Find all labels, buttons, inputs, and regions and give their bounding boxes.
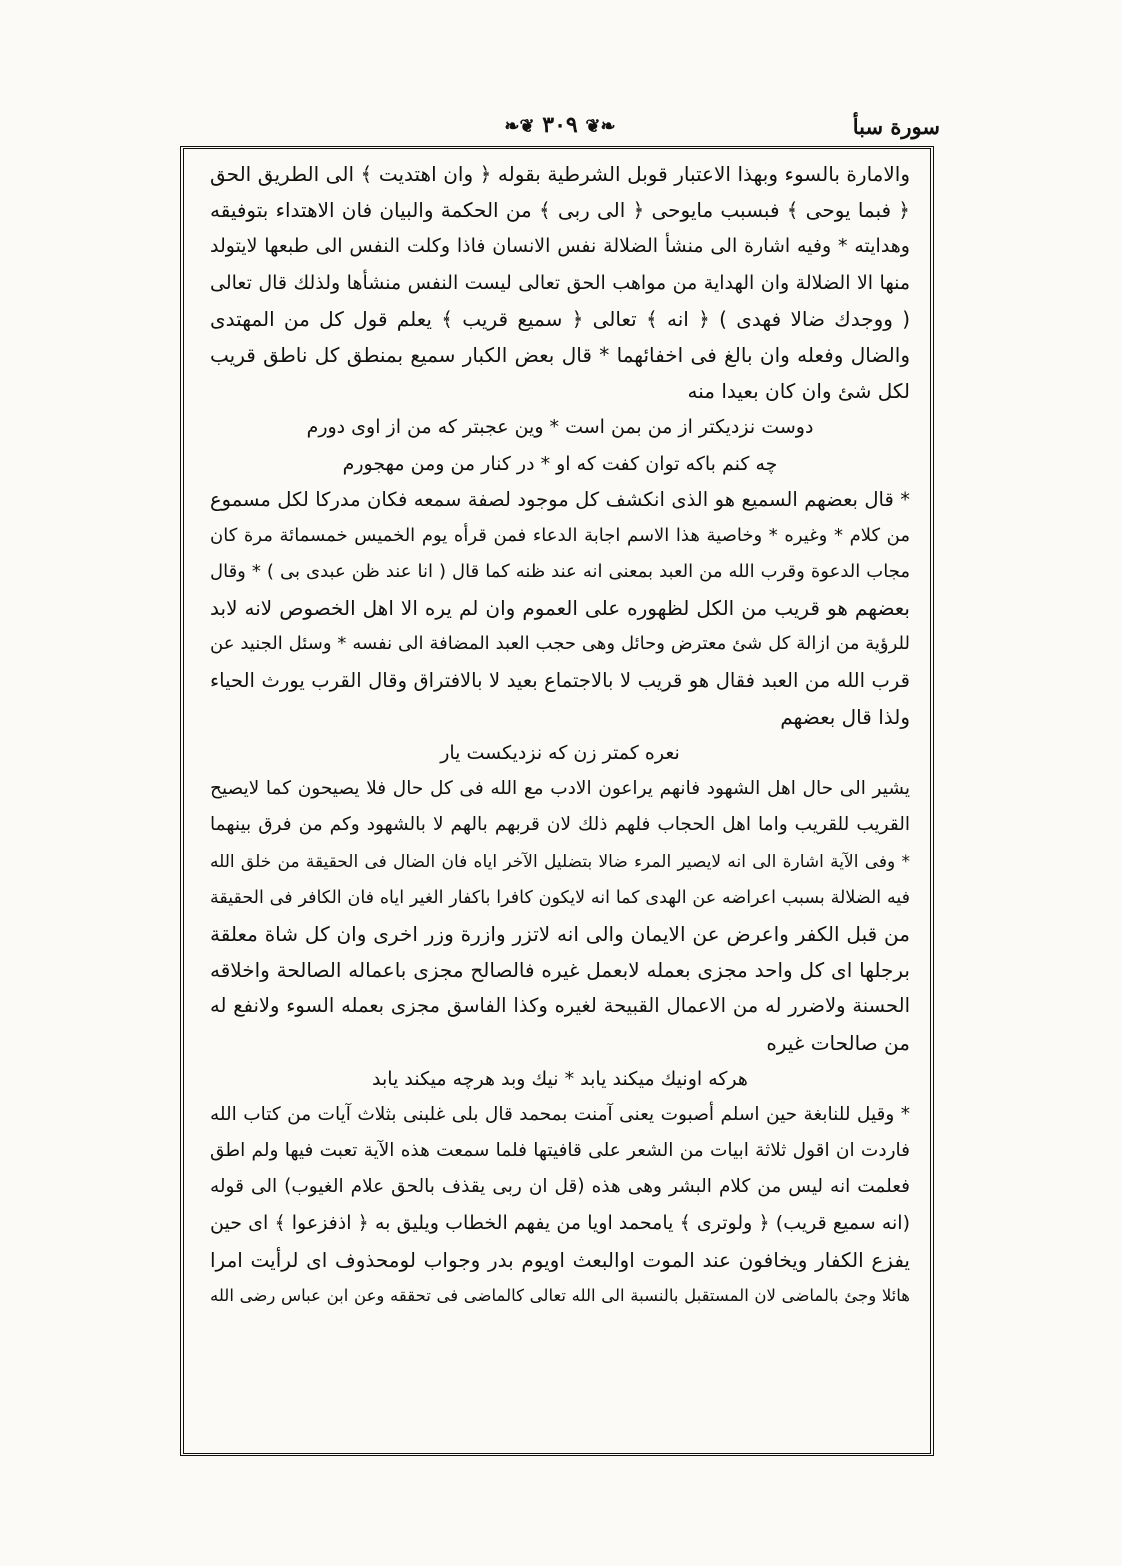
ornament-icon: ❧❦ [504, 116, 535, 137]
text-line: ( ووجدك ضالا فهدى ) ﴿ انه ﴾ تعالى ﴿ سميع قريب ﴾ يعلم قول كل من المهتدى [210, 306, 910, 331]
ornament-icon: ❦❧ [585, 116, 616, 137]
verse-line: هركه اونيك ميكند يابد * نيك وبد هرچه ميكند يابد [372, 1067, 748, 1090]
surah-title: سورة سبأ [852, 114, 940, 139]
text-line: والضال وفعله وان بالغ فى اخفائهما * قال بعض الكبار سميع بمنطق كل ناطق قريب [210, 342, 910, 367]
text-line: ولذا قال بعضهم [780, 704, 910, 729]
text-line: فعلمت انه ليس من كلام البشر وهى هذه (قل ان ربى يقذف بالحق علام الغيوب) الى قوله [210, 1176, 910, 1198]
text-line: * وفى الآية اشارة الى انه لايصير المرء ضالا بتضليل الآخر اياه فان الضال فى الحقيقة من خلق الله [210, 851, 910, 872]
verse-line: نعره كمتر زن كه نزديكست يار [440, 742, 680, 764]
text-line: فاردت ان اقول ثلاثة ابيات من الشعر على قافيتها فلما سمعت هذه الآية تعبت فيها ولم اطق [210, 1140, 910, 1162]
text-line: مجاب الدعوة وقرب الله من العبد بمعنى انه عند ظنه كما قال ( انا عند ظن عبدى بى ) * وقال [210, 561, 910, 583]
text-line: من قبل الكفر واعرض عن الايمان والى انه لاتزر وازرة وزر اخرى وان كل شاة معلقة [210, 921, 910, 946]
text-line: قرب الله من العبد فقال هو قريب لا بالاجتماع بعيد لا بالافتراق وقال القرب يورث الحياء [210, 668, 910, 692]
text-line: من كلام * وغيره * وخاصية هذا الاسم اجابة الدعاء فمن قرأه يوم الخميس خمسمائة مرة كان [210, 524, 910, 546]
text-line: برجلها اى كل واحد مجزى بعمله لابعمل غيره فالصالح مجزى باعماله الصالحة واخلاقه [210, 958, 910, 983]
verse-line: چه كنم باكه توان كفت كه او * در كنار من ومن مهجورم [342, 452, 778, 475]
text-line: منها الا الضلالة وان الهداية من مواهب الحق تعالى ليست النفس منشأها ولذلك قال تعالى [210, 271, 910, 294]
text-line: ﴿ فبما يوحى ﴾ فبسبب مايوحى ﴿ الى ربى ﴾ من الحكمة والبيان فان الاهتداء بتوفيقه [210, 198, 910, 223]
text-line: من صالحات غيره [766, 1030, 910, 1055]
text-line: وهدايته * وفيه اشارة الى منشأ الضلالة نفس الانسان فاذا وكلت النفس الى طبعها لايتولد [210, 235, 910, 258]
text-line: الحسنة ولاضرر له من الاعمال القبيحة لغيره وكذا الفاسق مجزى بعمله السوء ولانفع له [210, 994, 910, 1018]
text-line: والامارة بالسوء وبهذا الاعتبار قوبل الشرطية بقوله ﴿ وان اهتديت ﴾ الى الطريق الحق [210, 162, 910, 186]
text-line: للرؤية من ازالة كل شئ معترض وحائل وهى حجب العبد المضافة الى نفسه * وسئل الجنيد عن [210, 633, 910, 655]
page-number-value: ٣٠٩ [542, 112, 578, 138]
text-line: (انه سميع قريب) ﴿ ولوترى ﴾ يامحمد اويا من يفهم الخطاب ويليق به ﴿ اذفزعوا ﴾ اى حين [210, 1212, 910, 1235]
page-number [480, 112, 640, 138]
text-line: يشير الى حال اهل الشهود فانهم يراعون الادب مع الله فى كل حال فلا يصيحون كما لايصيح [210, 778, 910, 800]
text-line: لكل شئ وان كان بعيدا منه [687, 379, 910, 404]
text-line: * قال بعضهم السميع هو الذى انكشف كل موجود لصفة سمعه فكان مدركا لكل مسموع [210, 487, 910, 511]
body-text [210, 156, 910, 1446]
text-line: فيه الضلالة بسبب اعراضه عن الهدى كما انه لايكون كافرا باكفار الغير اياه فان الكافر فى الحقيقة [210, 887, 910, 908]
verse-line: دوست نزديكتر از من بمن است * وين عجبتر كه من از اوى دورم [306, 416, 814, 439]
text-line: هائلا وجئ بالماضى لان المستقبل بالنسبة الى الله تعالى كالماضى فى تحققه وعن ابن عباس رضى الله [210, 1285, 910, 1305]
page-header [180, 112, 940, 146]
text-line: القريب للقريب واما اهل الحجاب فلهم ذلك لان قربهم بالهم لا بالشهود وكم من فرق بينهما [210, 814, 910, 836]
text-line: * وقيل للنابغة حين اسلم أصبوت يعنى آمنت بمحمد قال بلى غلبنى بثلاث آيات من كتاب الله [210, 1103, 910, 1125]
text-line: بعضهم هو قريب من الكل لظهوره على العموم وان لم يره الا اهل الخصوص لانه لابد [210, 596, 910, 621]
text-line: يفزع الكفار ويخافون عند الموت اوالبعث اويوم بدر وجواب لومحذوف اى لرأيت امرا [210, 1247, 910, 1272]
